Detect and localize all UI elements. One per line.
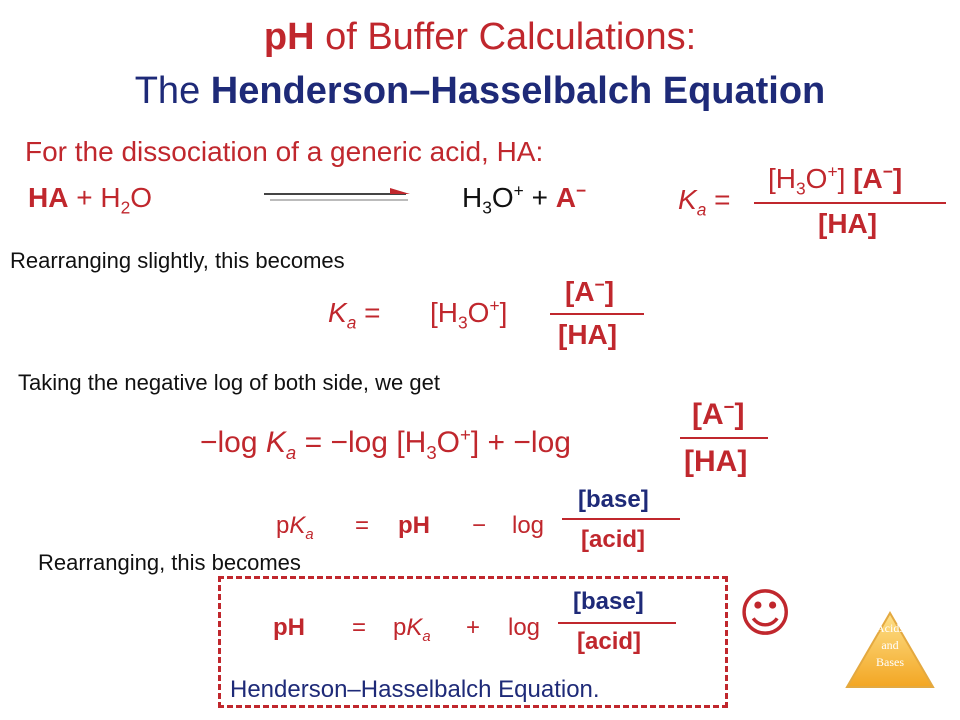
nav-label <box>844 620 936 671</box>
step2-num-a: [A <box>692 398 724 431</box>
step2-neglog: −log <box>200 426 266 459</box>
ka-denominator: [HA] <box>818 208 878 239</box>
final-k-sub: a <box>422 628 431 645</box>
ka-num-h: [H <box>768 163 796 194</box>
step4-label: Rearranging, this becomes <box>38 550 301 575</box>
nav-line-3: Bases <box>876 655 904 669</box>
step3-ph: pH <box>398 512 430 539</box>
product-h3o: H <box>462 182 483 213</box>
step1-h3o-sup: + <box>489 295 500 316</box>
ka-num-a-close: ] <box>892 163 903 194</box>
ka-sub: a <box>696 199 707 220</box>
reaction-left <box>28 182 153 218</box>
ka-num-a-sup: − <box>882 161 893 182</box>
step1-close: ] <box>499 297 508 328</box>
a-minus-charge: − <box>575 180 587 201</box>
step1-o: O <box>467 297 490 328</box>
step1-fraction-bar <box>550 313 644 315</box>
step2-denominator: [HA] <box>684 445 748 478</box>
final-numerator: [base] <box>573 588 644 615</box>
step1-num-sup: − <box>594 274 605 295</box>
acids-and-bases-nav-button[interactable] <box>844 610 936 690</box>
final-plus: + <box>466 614 481 641</box>
final-pka <box>393 614 431 645</box>
step2-expression <box>200 424 571 463</box>
final-caption: Henderson–Hasselbalch Equation. <box>230 676 600 703</box>
step1-num-a: [A <box>565 276 595 307</box>
step1-h3o <box>430 295 508 333</box>
nav-line-2: and <box>881 638 899 652</box>
step1-h3o-sub: 3 <box>458 312 468 333</box>
product-plus: + <box>523 182 556 213</box>
h3o-charge: + <box>513 180 524 201</box>
final-equals: = <box>352 614 367 641</box>
reactant-water: + H <box>68 182 121 213</box>
step2-k-sub: a <box>285 442 297 463</box>
title-equation-name: Henderson–Hasselbalch Equation <box>210 70 826 112</box>
h3o-subscript: 3 <box>482 197 492 218</box>
step2-num-sup: − <box>723 396 735 417</box>
title-line-1 <box>0 18 960 56</box>
step3-log: log <box>512 512 545 539</box>
reaction-right <box>462 180 587 218</box>
ka-num-sub: 3 <box>796 178 806 199</box>
step2-label: Taking the negative log of both side, we get <box>18 370 440 395</box>
step1-h: [H <box>430 297 458 328</box>
step1-lhs <box>328 297 381 333</box>
h3o-o: O <box>491 182 514 213</box>
ka-num-sup: + <box>827 161 838 182</box>
nav-line-1: Acids <box>876 621 904 635</box>
step3-equals: = <box>355 512 370 539</box>
ka-label <box>678 184 731 220</box>
step1-num-close: ] <box>604 276 615 307</box>
step2-close: ] + −log <box>470 426 571 459</box>
step3-p: p <box>276 512 290 539</box>
step3-fraction-bar <box>562 518 680 520</box>
title-ph: pH <box>263 16 315 58</box>
smiley-icon: ☺ <box>738 584 793 644</box>
final-fraction-bar <box>558 622 676 624</box>
step2-k: K <box>265 426 286 459</box>
ka-numerator <box>768 161 903 199</box>
title-the: The <box>134 70 211 112</box>
ka-num-close: ] <box>837 163 854 194</box>
ka-num-a: [A <box>853 163 883 194</box>
ka-num-o: O <box>805 163 828 194</box>
final-ph: pH <box>273 614 305 641</box>
step1-k: K <box>328 297 347 328</box>
step2-fraction-bar <box>680 437 768 439</box>
step2-num-close: ] <box>734 398 745 431</box>
step3-numerator: [base] <box>578 486 649 513</box>
step2-h3o-sub: 3 <box>426 442 437 463</box>
product-a-minus: A <box>555 182 576 213</box>
water-subscript: 2 <box>120 197 131 218</box>
ka-k: K <box>678 184 697 215</box>
step2-o: O <box>436 426 461 459</box>
step1-denominator: [HA] <box>558 319 618 350</box>
step2-mid: = −log [H <box>296 426 427 459</box>
reactant-ha: HA <box>28 182 69 213</box>
water-o: O <box>130 182 153 213</box>
step3-denominator: [acid] <box>581 526 646 553</box>
final-denominator: [acid] <box>577 628 642 655</box>
final-p: p <box>393 614 407 641</box>
final-k: K <box>406 614 423 641</box>
step3-minus: − <box>472 512 487 539</box>
step1-label: Rearranging slightly, this becomes <box>10 248 345 273</box>
step2-h3o-sup: + <box>460 424 471 445</box>
step2-numerator <box>692 396 745 431</box>
step1-numerator <box>565 274 615 307</box>
step3-pka <box>276 512 314 543</box>
title-line-2 <box>0 72 960 110</box>
ka-fraction-bar <box>754 202 946 204</box>
step3-k-sub: a <box>305 526 314 543</box>
final-log: log <box>508 614 541 641</box>
step1-equals: = <box>356 297 381 328</box>
intro-text: For the dissociation of a generic acid, HA: <box>25 136 544 167</box>
ka-equals: = <box>706 184 731 215</box>
step3-k: K <box>289 512 306 539</box>
title-rest: of Buffer Calculations: <box>314 16 697 58</box>
equilibrium-arrow-icon <box>258 184 416 206</box>
step1-k-sub: a <box>346 312 357 333</box>
